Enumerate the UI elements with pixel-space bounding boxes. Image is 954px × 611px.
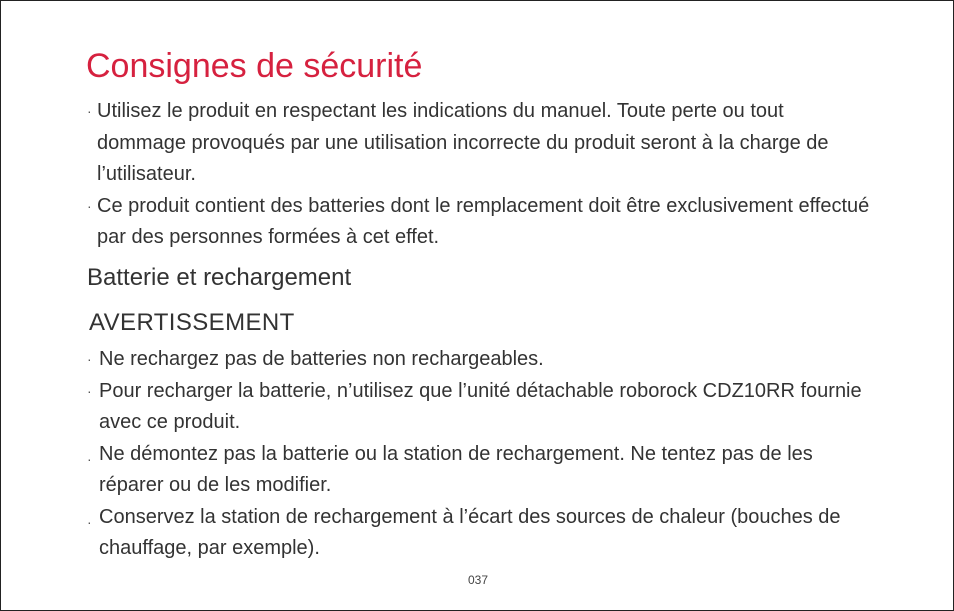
page-title: Consignes de sécurité [86,47,423,85]
list-item [85,191,875,254]
warning-label: AVERTISSEMENT [89,309,295,336]
list-item-text: Ne rechargez pas de batteries non rechargeables. [99,348,544,370]
bullet-icon: · [87,513,92,530]
list-item [85,439,875,502]
bullet-icon: · [87,351,92,367]
list-item [85,96,875,191]
list-item [85,376,875,439]
section-heading: Batterie et rechargement [87,264,352,291]
page-number: 037 [467,573,489,587]
bullet-icon: · [87,197,92,214]
list-item [85,344,875,376]
bullet-icon: · [87,103,92,119]
list-item-text: Ne démontez pas la batterie ou la station de rechargement. Ne tentez pas de les réparer ou de les modifier. [99,442,813,496]
list-item-text: Pour recharger la batterie, n’utilisez que l’unité détachable roborock CDZ10RR fournie avec ce produit. [99,379,862,433]
list-item-text: Ce produit contient des batteries dont le remplacement doit être exclusivement effectué par des personnes formées à cet effet. [97,194,870,248]
list-item-text: Utilisez le produit en respectant les indications du manuel. Toute perte ou tout dommage provoqués par une utilisation incorrecte du produit seront à la charge de l’utilisateur. [97,100,829,185]
list-item-text: Conservez la station de rechargement à l’écart des sources de chaleur (bouches de chauffage, par exemple). [99,505,841,559]
list-item [85,502,875,565]
warning-bullet-list [85,344,875,565]
intro-bullet-list [85,96,875,254]
bullet-icon: · [87,450,92,467]
bullet-icon: · [87,382,92,399]
